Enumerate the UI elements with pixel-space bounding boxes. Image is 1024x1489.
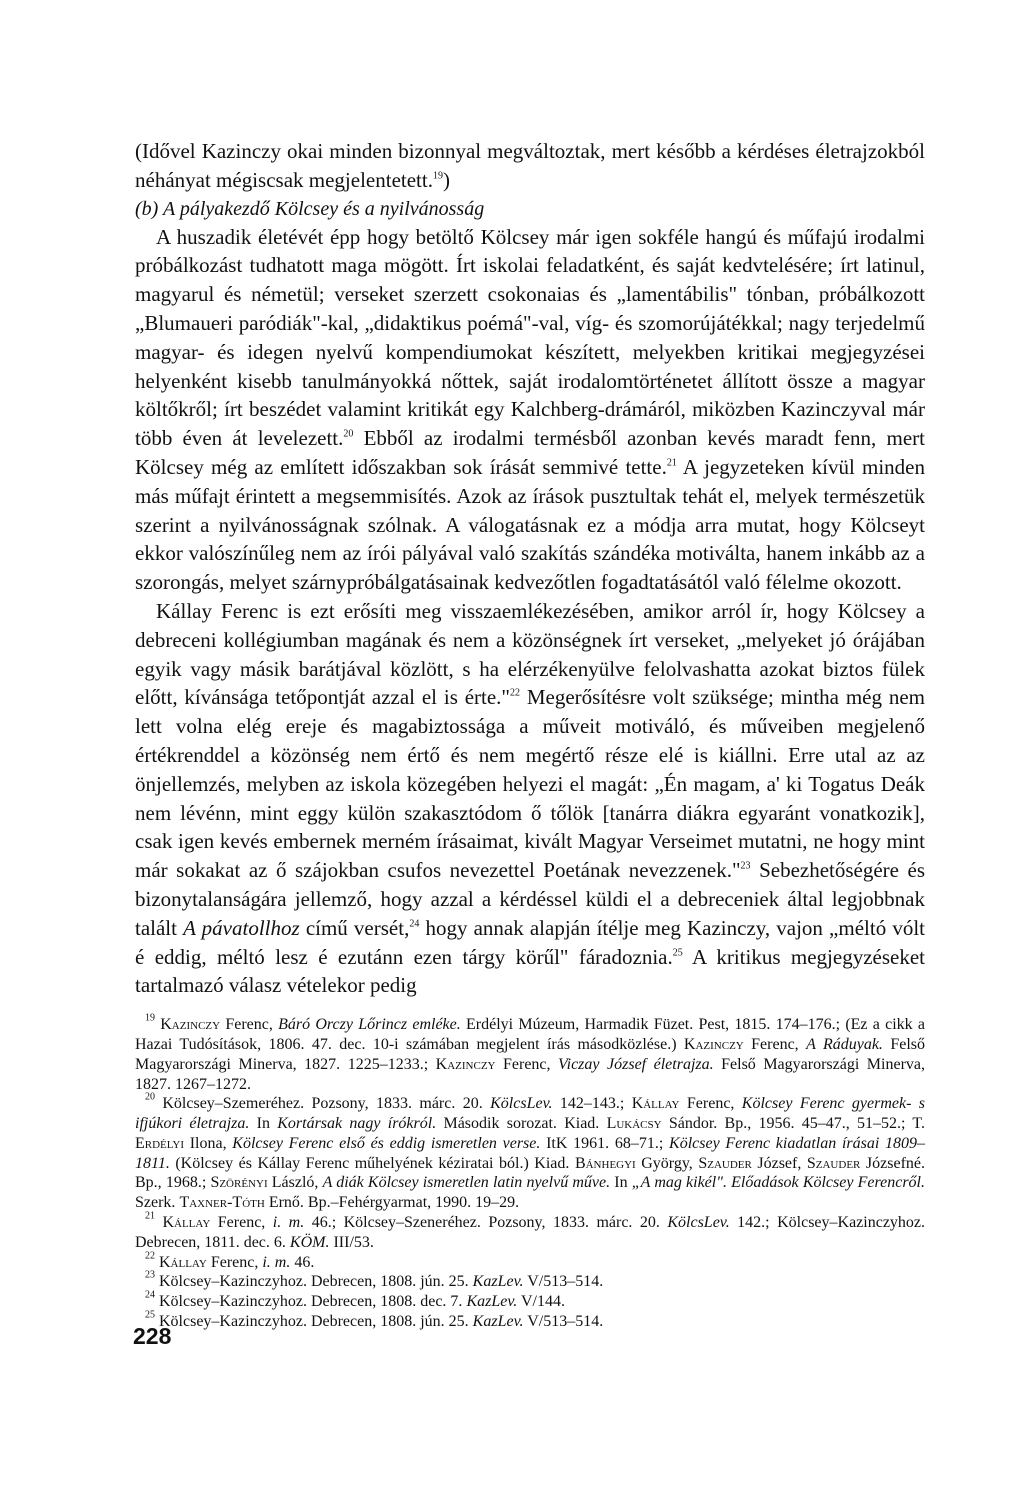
footnote-text: Kölcsey–Szemeréhez. Pozsony, 1833. márc. 20. [155, 1095, 491, 1113]
footnote-number: 20 [145, 1091, 155, 1103]
footnote-text: Felső Magyarországi Minerva, 1827. 1225–1233.; [135, 1035, 926, 1073]
footnote-21 [135, 1210, 926, 1253]
footnote-number: 24 [145, 1289, 155, 1301]
body-text [135, 137, 925, 1000]
work-title: KazLev. [472, 1313, 524, 1331]
footnote-text: Ferenc, [220, 1016, 279, 1034]
page-number: 228 [133, 1323, 172, 1349]
footnote-text: Erdélyi Múzeum, Harmadik Füzet. Pest, 1815. 174–176.; (Ez a cikk a Hazai Tudósítások, 1806. 47. dec. 10-i számában megjelent írás másodközlése.) [135, 1016, 926, 1053]
author-name: Szauder [698, 1154, 752, 1172]
paragraph-1-text: A huszadik életévét épp hogy betöltő Kölcsey már igen sokféle hangú és műfajú irodalmi próbálkozást tudhatott maga mögött. Írt iskolai feladatként, és saját kedvtelésére; írt latinul, magyarul és németül; verseket szerzett csokonaias és „lamentábilis" tónban, próbálkozott „Blumaueri paródiák"-kal, „didaktikus poémá"-val, víg- és szomorújátékkal; nagy terjedelmű magyar- és idegen nyelvű kompendiumokat készített, melyekben kritikai megjegyzései helyenként kisebb tanulmányokká nőttek, saját irodalomtörténetet állított össze a magyar költőkről; írt beszédet valamint kritikát egy Kalchberg-drámáról, miközben Kazinczyval már több éven át levelezett. [135, 224, 925, 451]
footnote-number: 19 [145, 1012, 155, 1024]
footnote-text: György, [635, 1154, 699, 1172]
footnote-24 [135, 1289, 925, 1312]
footnote-22 [135, 1250, 925, 1273]
footnote-text: József, [751, 1154, 807, 1172]
author-name: Szörényi [210, 1174, 268, 1192]
footnote-ref-23: 23 [740, 860, 751, 872]
footnote-text: V/144. [517, 1293, 565, 1311]
footnote-text: V/513–514. [523, 1313, 604, 1331]
author-name: Szauder [806, 1154, 861, 1172]
work-title: i. m. [272, 1214, 305, 1232]
paragraph-1 [135, 223, 925, 597]
work-title: Viczay József életrajza. [558, 1055, 714, 1073]
footnote-text: 142.; Kölcsey–Kazinczyhoz. Debrecen, 1811. dec. 6. [135, 1214, 926, 1251]
footnote-text: Kölcsey–Kazinczyhoz. Debrecen, 1808. dec. 7. [155, 1293, 467, 1311]
footnote-23 [135, 1269, 925, 1292]
footnote-text: Szerk. [135, 1194, 180, 1212]
work-title: i. m. [262, 1253, 291, 1271]
footnote-text: 46.; Kölcsey–Szeneréhez. Pozsony, 1833. márc. 20. [304, 1214, 668, 1232]
work-title: A Ráduyak. [806, 1035, 883, 1053]
author-name: Kazinczy [435, 1055, 496, 1073]
author-name: Kazinczy [683, 1035, 744, 1053]
work-title: KölcsLev. [667, 1214, 730, 1232]
footnote-ref-24: 24 [409, 918, 420, 930]
footnote-text: In [610, 1174, 632, 1192]
work-title: KölcsLev. [490, 1095, 553, 1113]
author-name: Bánhegyi [574, 1154, 636, 1172]
work-title: KÖM. [289, 1233, 330, 1251]
author-name: Kállay [159, 1253, 207, 1271]
footnote-text: Felső Magyarországi Minerva, 1827. 1267–1272. [135, 1055, 925, 1093]
footnotes [135, 1012, 926, 1332]
paragraph-2-text: Megerősítésre volt szüksége; mintha még nem lett volna elég ereje és magabiztossága a műveit motiváló, és műveiben megjelenő értékrenddel a közönség nem értő és nem megértő része elé is kiállni. Erre utal az az önjellemzés, melyben az iskola közegében helyezi el magát: „Én magam, a' ki Togatus Deák nem lévénn, mint eggy külön szakasztódom ő tőlök [tanárra diákra egyaránt vonatkozik], csak igen kevés embernek merném írásaimat, kivált Magyar Verseimet mutatni, ne hogy mint már sokakat az ő szájokban csufos nevezettel Poetának nevezzenek." [135, 685, 925, 883]
footnote-ref-25: 25 [672, 947, 683, 959]
paragraph-1-text: Ebből az irodalmi termésből azonban kevés maradt fenn, mert Kölcsey még az említett időszakban sok írását semmivé tette. [135, 426, 925, 479]
footnote-ref-21: 21 [666, 457, 677, 469]
paragraph-2-text: Kállay Ferenc is ezt erősíti meg visszaemlékezésében, amikor arról ír, hogy Kölcsey a debreceni kollégiumban magának és nem a közönségnek írt verseket, „melyeket jó órájában egyik vagy másik barátjával közlött, s ha elérzékenyülve felolvashatta azokat biztos fülek előtt, kívánsága tetőpontját azzal el is érte." [135, 598, 925, 710]
footnote-ref-19: 19 [432, 170, 443, 182]
footnote-text: ItK 1961. 68–71.; [540, 1134, 670, 1152]
paragraph-2-text: A kritikus megjegyzéseket tartalmazó válasz vételekor pedig [135, 944, 925, 998]
work-title: Kölcsey Ferenc első és eddig ismeretlen verse. [232, 1134, 541, 1152]
intro-close-paren: ) [442, 167, 450, 192]
footnote-text: László, [267, 1174, 323, 1192]
work-title: Kölcsey Ferenc gyermek- s ifjúkori életrajza. [135, 1095, 926, 1133]
footnote-text: Második sorozat. Kiad. [436, 1115, 607, 1133]
footnote-text: Ferenc, [495, 1055, 559, 1073]
footnote-text: Sándor. Bp., 1956. 45–47., 51–52.; T. [661, 1115, 926, 1133]
poem-title: A pávatollhoz [183, 915, 300, 940]
footnote-text: 46. [290, 1253, 315, 1271]
work-title: KazLev. [466, 1293, 518, 1311]
footnote-text: (Kölcsey és Kállay Ferenc műhelyének kéziratai ból.) Kiad. [169, 1154, 575, 1172]
footnote-text: Kölcsey–Kazinczyhoz. Debrecen, 1808. jún. 25. [155, 1273, 473, 1291]
footnote-number: 25 [145, 1309, 155, 1321]
footnote-25 [135, 1309, 925, 1332]
footnote-text: In [249, 1115, 278, 1133]
footnote-ref-20: 20 [343, 428, 354, 440]
work-title: KazLev. [472, 1273, 524, 1291]
footnote-19 [135, 1012, 926, 1094]
footnote-text: Kölcsey–Kazinczyhoz. Debrecen, 1808. jún. 25. [155, 1313, 473, 1331]
intro-text: (Idővel Kazinczy okai minden bizonnyal megváltoztak, mert később a kérdéses életrajzokból néhányat mégiscsak megjelentetett. [135, 139, 925, 192]
footnote-text: Ernő. Bp.–Fehérgyarmat, 1990. 19–29. [264, 1194, 520, 1212]
work-title: Báró Orczy Lőrincz emléke. [278, 1016, 461, 1034]
footnote-ref-22: 22 [510, 687, 521, 699]
footnote-text: Ilona, [184, 1134, 233, 1152]
footnote-text: Ferenc, [210, 1214, 273, 1232]
author-name: Lukácsy [606, 1115, 662, 1133]
paragraph-2 [135, 597, 925, 1000]
paragraph-1-text: A jegyzeteken kívül minden más műfajt érintett a megsemmisítés. Azok az írások pusztultak tehát el, melyek természetük szerint a nyilvánosságnak szólnak. A válogatásnak ez a módja arra mutat, hogy Kölcseyt ekkor valószínűleg nem az írói pályával való szakítás szándéka motiválta, hanem inkább az a szorongás, melyet szárnypróbálgatásainak kedvezőtlen fogadtatásától való félelme okozott. [135, 454, 925, 595]
work-title: Kölcsey Ferenc kiadatlan írásai 1809–1811. [135, 1134, 925, 1172]
work-title: „A mag kikél". Előadások Kölcsey Ferencről. [631, 1174, 926, 1192]
footnote-number: 21 [145, 1210, 155, 1222]
footnote-text: 142–143.; [552, 1095, 632, 1113]
footnote-number: 23 [145, 1269, 155, 1281]
author-name: Taxner-Tóth [179, 1194, 265, 1212]
footnote-20 [135, 1091, 926, 1213]
footnote-text: V/513–514. [523, 1273, 604, 1291]
footnote-text: Ferenc, [679, 1095, 742, 1113]
footnote-text: Józsefné. Bp., 1968.; [135, 1154, 925, 1192]
page-content [135, 137, 925, 1332]
paragraph-2-text: hogy annak alapján ítélje meg Kazinczy, vajon „méltó vólt é eddig, méltó lesz é ezutánn ezen tárgy körűl" fáradoznia. [135, 915, 925, 969]
footnote-number: 22 [145, 1250, 155, 1262]
author-name: Kállay [162, 1214, 211, 1232]
author-name: Kazinczy [160, 1016, 221, 1034]
footnote-text: Ferenc, [206, 1253, 263, 1271]
intro-paragraph [135, 137, 925, 195]
paragraph-2-text: Sebezhetőségére és bizonytalanságára jellemző, hogy azzal a kérdéssel küldi el a debreceniek által legjobbnak talált [135, 858, 925, 940]
footnote-text: III/53. [329, 1233, 374, 1251]
work-title: Kortársak nagy írókról. [277, 1115, 437, 1133]
author-name: Kállay [631, 1095, 680, 1113]
work-title: A diák Kölcsey ismeretlen latin nyelvű műve. [322, 1174, 611, 1192]
paragraph-2-text: című versét, [299, 915, 410, 940]
footnote-text: Ferenc, [743, 1035, 807, 1053]
section-heading: (b) A pályakezdő Kölcsey és a nyilvánosság [135, 197, 485, 220]
author-name: Erdélyi [135, 1134, 184, 1152]
